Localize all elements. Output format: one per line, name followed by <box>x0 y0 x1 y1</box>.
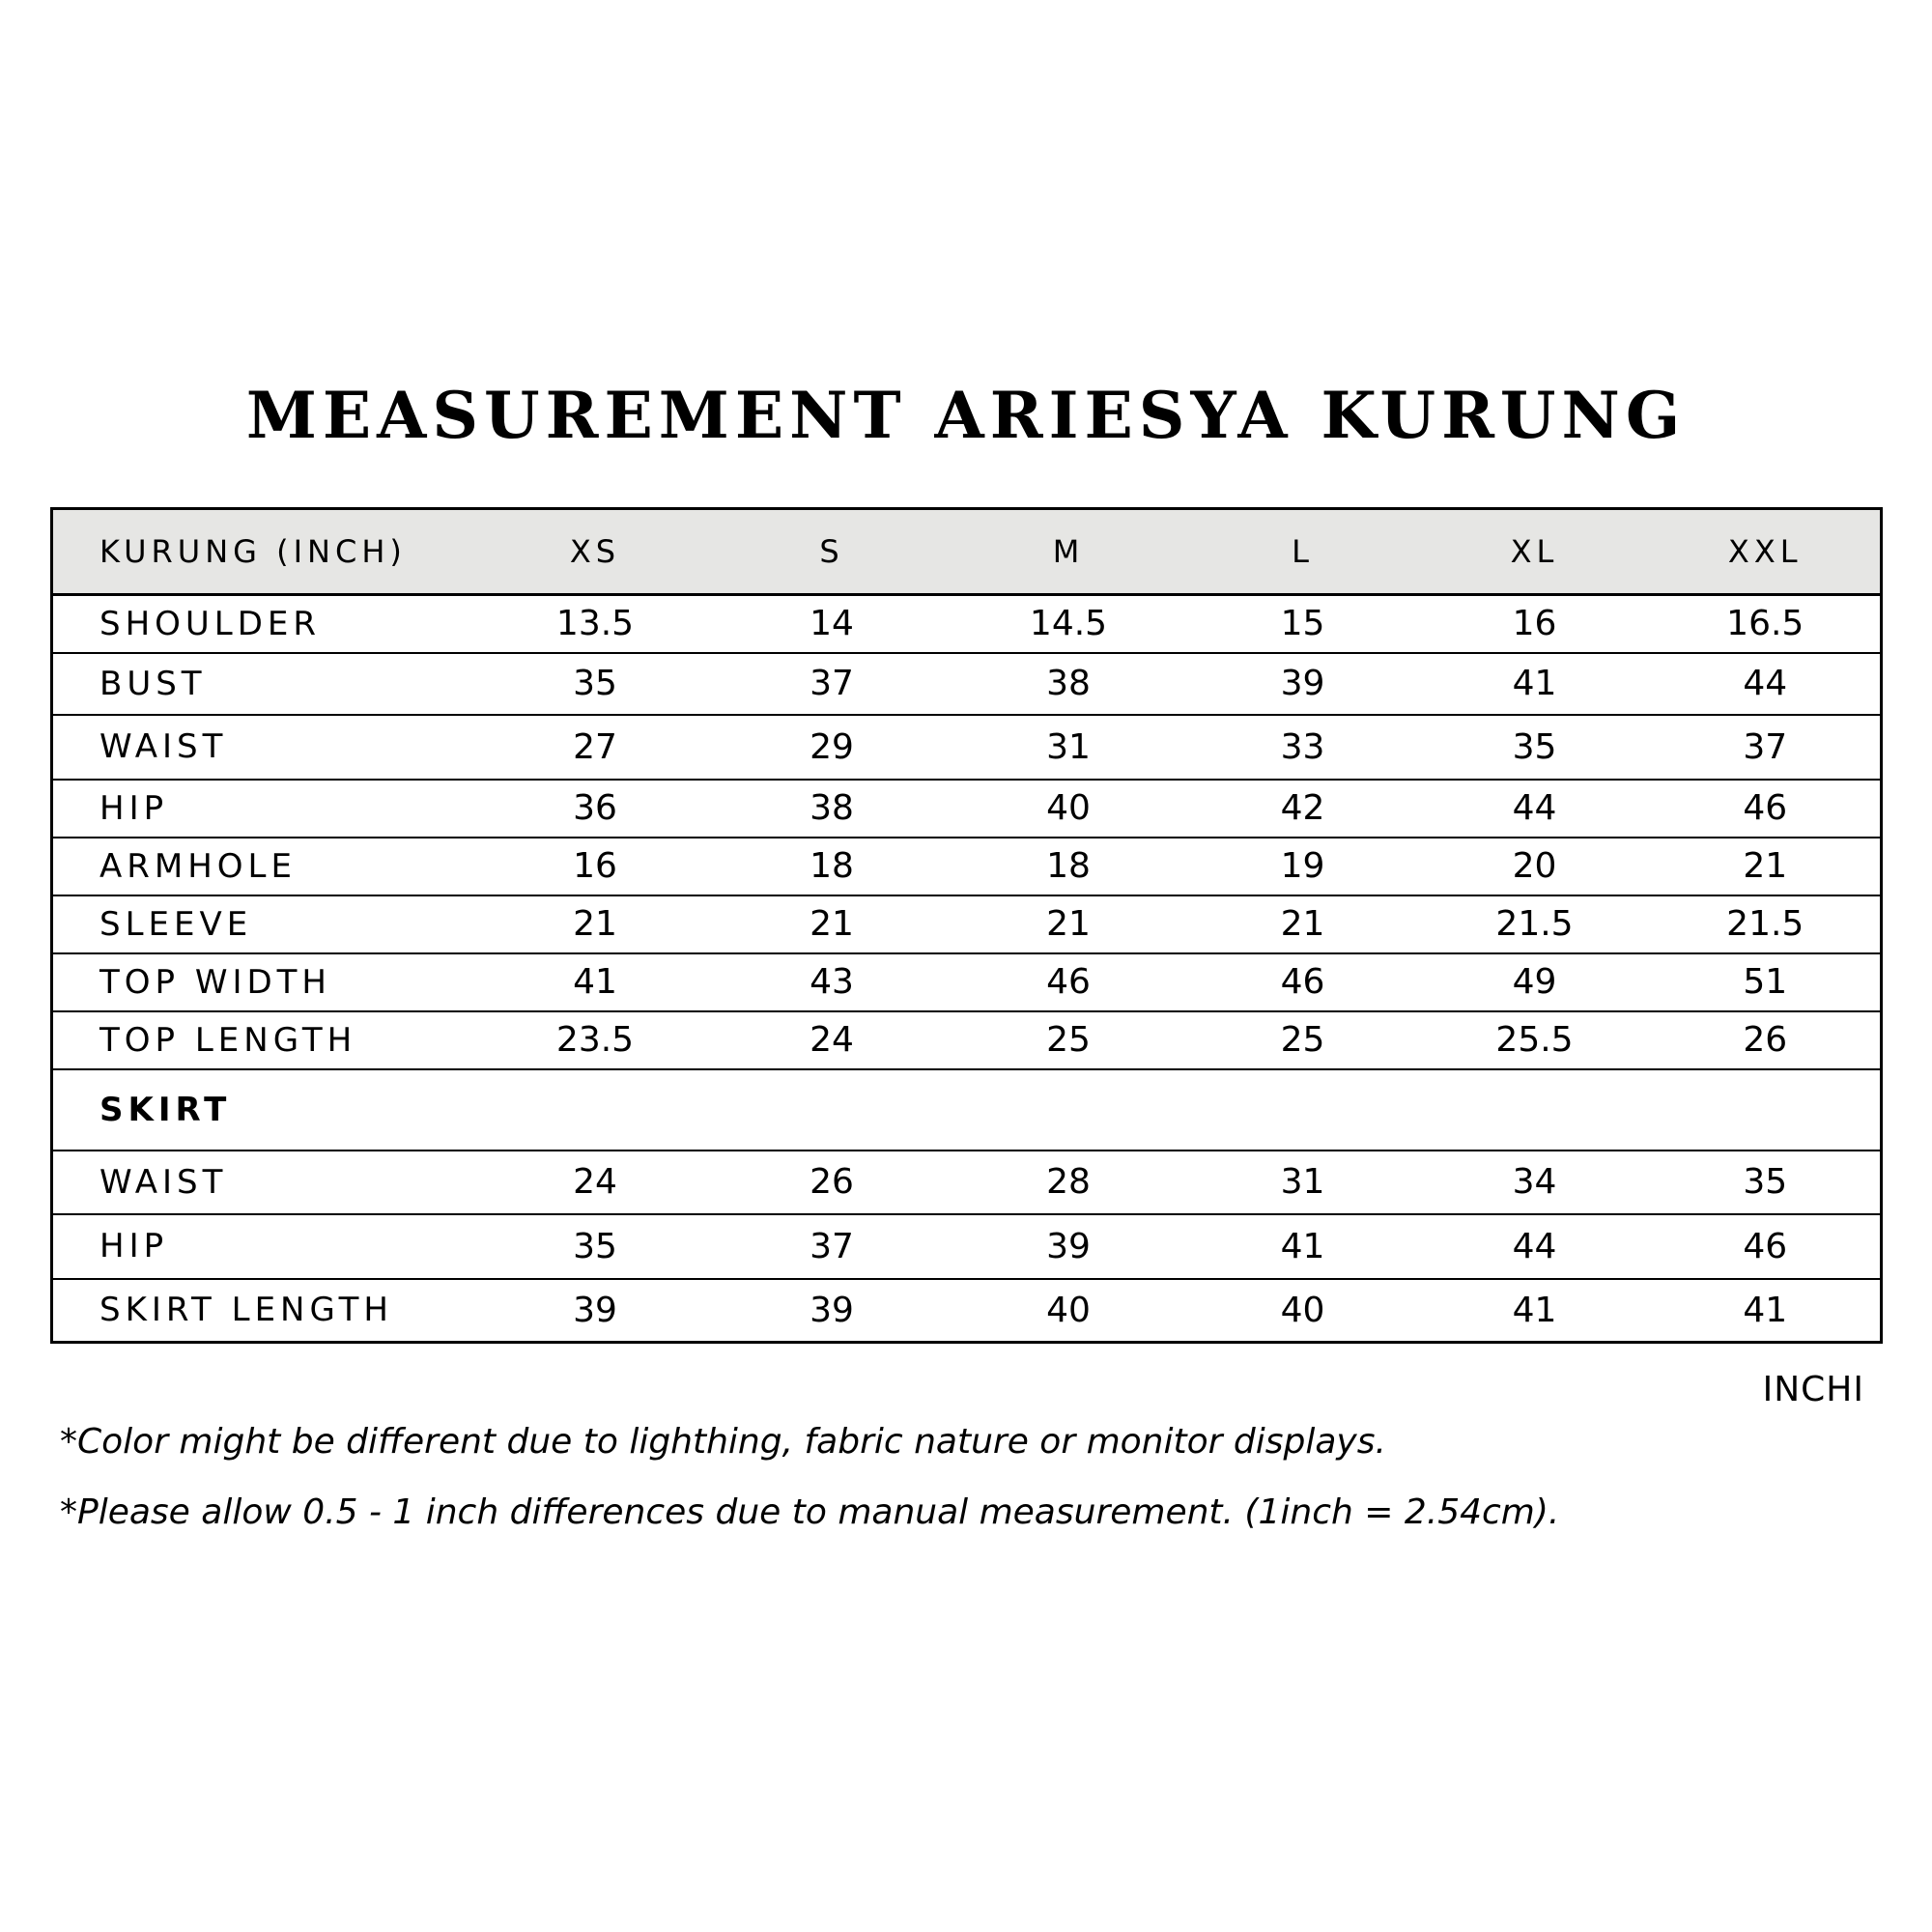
table-cell: 35 <box>477 1214 714 1279</box>
table-row <box>52 953 1882 1011</box>
skirt-section-row <box>52 1069 1882 1151</box>
table-cell: 15 <box>1187 595 1419 653</box>
size-header-xl: XL <box>1419 509 1651 595</box>
table-cell: 31 <box>951 715 1187 780</box>
table-cell: 25 <box>951 1011 1187 1069</box>
table-cell: 43 <box>714 953 951 1011</box>
size-header-xxl: XXL <box>1651 509 1882 595</box>
table-cell: 41 <box>1187 1214 1419 1279</box>
table-cell: 18 <box>714 838 951 895</box>
table-row <box>52 1214 1882 1279</box>
row-label: SLEEVE <box>52 895 477 953</box>
table-cell: 21 <box>1187 895 1419 953</box>
table-row <box>52 1151 1882 1214</box>
table-cell: 25 <box>1187 1011 1419 1069</box>
size-header-xs: XS <box>477 509 714 595</box>
table-cell: 35 <box>1419 715 1651 780</box>
table-row <box>52 595 1882 653</box>
table-cell: 39 <box>714 1279 951 1343</box>
table-cell: 35 <box>477 653 714 715</box>
table-cell: 41 <box>1651 1279 1882 1343</box>
table-cell: 36 <box>477 780 714 838</box>
table-row <box>52 780 1882 838</box>
table-cell: 31 <box>1187 1151 1419 1214</box>
table-cell: 39 <box>951 1214 1187 1279</box>
table-cell: 21.5 <box>1651 895 1882 953</box>
table-cell: 41 <box>477 953 714 1011</box>
table-row <box>52 895 1882 953</box>
table-cell: 41 <box>1419 1279 1651 1343</box>
table-cell: 34 <box>1419 1151 1651 1214</box>
table-cell: 29 <box>714 715 951 780</box>
table-cell: 44 <box>1651 653 1882 715</box>
table-cell: 21 <box>1651 838 1882 895</box>
row-label: SHOULDER <box>52 595 477 653</box>
table-cell: 46 <box>1651 1214 1882 1279</box>
table-row <box>52 1279 1882 1343</box>
table-cell: 37 <box>714 653 951 715</box>
table-cell: 39 <box>1187 653 1419 715</box>
row-label: HIP <box>52 1214 477 1279</box>
table-cell: 40 <box>1187 1279 1419 1343</box>
row-label: WAIST <box>52 1151 477 1214</box>
size-chart-table <box>50 507 1883 1344</box>
skirt-section-label: SKIRT <box>52 1069 477 1151</box>
table-cell: 25.5 <box>1419 1011 1651 1069</box>
row-label: ARMHOLE <box>52 838 477 895</box>
table-cell: 40 <box>951 1279 1187 1343</box>
row-label: HIP <box>52 780 477 838</box>
table-cell: 44 <box>1419 1214 1651 1279</box>
table-cell: 16 <box>1419 595 1651 653</box>
table-cell: 28 <box>951 1151 1187 1214</box>
table-cell: 51 <box>1651 953 1882 1011</box>
table-cell: 13.5 <box>477 595 714 653</box>
size-header-l: L <box>1187 509 1419 595</box>
table-header-row <box>52 509 1882 595</box>
table-cell: 40 <box>951 780 1187 838</box>
table-cell: 41 <box>1419 653 1651 715</box>
table-cell: 26 <box>714 1151 951 1214</box>
header-label: KURUNG (INCH) <box>52 509 477 595</box>
table-cell: 49 <box>1419 953 1651 1011</box>
table-cell: 46 <box>951 953 1187 1011</box>
table-row <box>52 838 1882 895</box>
table-cell: 46 <box>1651 780 1882 838</box>
table-cell: 24 <box>714 1011 951 1069</box>
table-cell: 18 <box>951 838 1187 895</box>
table-row <box>52 653 1882 715</box>
table-cell: 37 <box>1651 715 1882 780</box>
table-cell: 21 <box>714 895 951 953</box>
table-cell: 14 <box>714 595 951 653</box>
table-cell: 39 <box>477 1279 714 1343</box>
table-cell: 23.5 <box>477 1011 714 1069</box>
table-cell: 27 <box>477 715 714 780</box>
table-cell: 37 <box>714 1214 951 1279</box>
table-cell: 21 <box>951 895 1187 953</box>
row-label: BUST <box>52 653 477 715</box>
table-cell: 44 <box>1419 780 1651 838</box>
unit-note: INCHI <box>1762 1370 1864 1409</box>
measurement-disclaimer: *Please allow 0.5 - 1 inch differences due to manual measurement. (1inch = 2.54cm). <box>60 1492 1560 1532</box>
table-cell: 19 <box>1187 838 1419 895</box>
table-cell: 35 <box>1651 1151 1882 1214</box>
row-label: WAIST <box>52 715 477 780</box>
table-cell: 38 <box>951 653 1187 715</box>
table-cell: 20 <box>1419 838 1651 895</box>
table-cell: 46 <box>1187 953 1419 1011</box>
table-cell: 21.5 <box>1419 895 1651 953</box>
size-header-s: S <box>714 509 951 595</box>
table-cell: 38 <box>714 780 951 838</box>
table-row <box>52 1011 1882 1069</box>
row-label: TOP LENGTH <box>52 1011 477 1069</box>
table-cell: 24 <box>477 1151 714 1214</box>
table-cell: 16.5 <box>1651 595 1882 653</box>
table-cell: 14.5 <box>951 595 1187 653</box>
table-cell: 26 <box>1651 1011 1882 1069</box>
table-cell: 42 <box>1187 780 1419 838</box>
table-row <box>52 715 1882 780</box>
color-disclaimer: *Color might be different due to lighthing, fabric nature or monitor displays. <box>60 1422 1386 1462</box>
page-title: MEASUREMENT ARIESYA KURUNG <box>245 378 1687 453</box>
table-cell: 33 <box>1187 715 1419 780</box>
row-label: SKIRT LENGTH <box>52 1279 477 1343</box>
row-label: TOP WIDTH <box>52 953 477 1011</box>
table-cell: 16 <box>477 838 714 895</box>
size-header-m: M <box>951 509 1187 595</box>
table-cell: 21 <box>477 895 714 953</box>
